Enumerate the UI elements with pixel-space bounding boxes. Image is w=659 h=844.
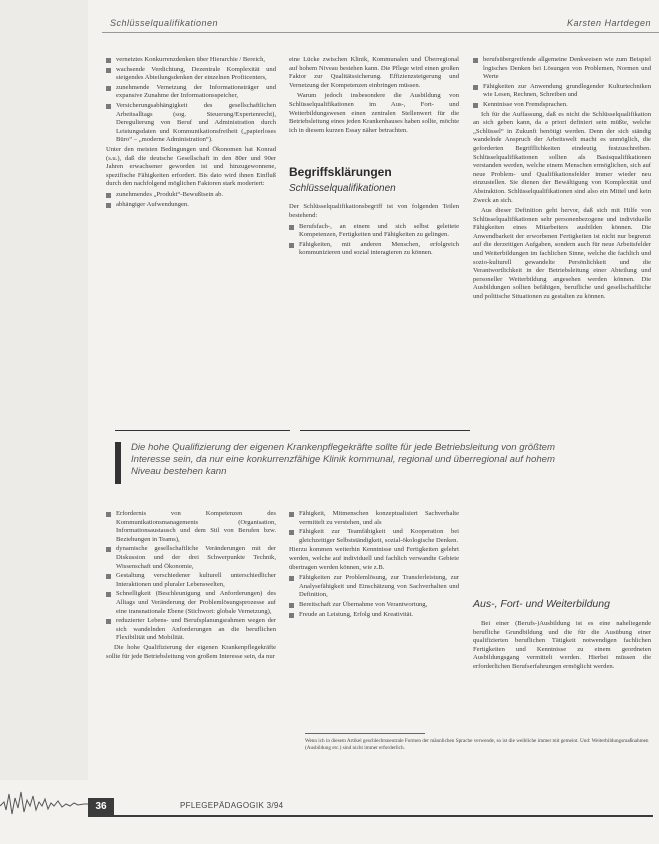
page-number: 36 bbox=[88, 798, 114, 816]
quote-rule bbox=[300, 430, 470, 431]
list-item: reduzierter Lebens- und Berufsplanungsrahmen wegen der sich wandelnden Anforderungen an die beruflichen Flexibilität und Mobilität. bbox=[106, 617, 276, 643]
list-item: abhängiger Aufwendungen. bbox=[106, 201, 276, 210]
bullet-list bbox=[473, 56, 651, 110]
column-3-bottom bbox=[473, 598, 651, 674]
column-3-top bbox=[473, 56, 651, 304]
paragraph: Aus dieser Definition geht hervor, daß sich mit Hilfe von Schlüsselqualifikationen sehr personenbezogene und individuelle Fähigkeiten eines Mitarbeiters ausbilden können. Die Anwendbarkeit der erworbenen Fertigkeiten ist nicht nur begrenzt auf die derzeitigen Aufgaben, sondern auch für neue Arbeitsfelder und Weiterbildungen im fachlichen Sinne, welche die fachlich und sozio-kulturell gewandelte Persönlichkeit und die Verantwortlichkeit in der Betriebsleitung einer Abteilung und personeller Weiterbildung angesehen werden können. Die Ausbildungen sollten befähigen, berufliche und gesellschaftliche und politische Situationen zu gestalten zu können. bbox=[473, 207, 651, 301]
list-item: Gestaltung verschiedener kulturell unterschiedlicher Interaktionen und pluraler Lebenswelten, bbox=[106, 572, 276, 589]
list-item: Erfordernis von Kompetenzen des Kommunikationsmanagements (Organisation, Informationsaustausch und dem Stil von Berufen bzw. Beziehungen in Teams), bbox=[106, 510, 276, 544]
column-1-bottom bbox=[106, 510, 276, 663]
column-1-top bbox=[106, 56, 276, 210]
column-2-bottom bbox=[289, 510, 459, 620]
bullet-list bbox=[106, 510, 276, 643]
journal-name: PFLEGEPÄDAGOGIK 3/94 bbox=[180, 801, 284, 810]
list-item: Bereitschaft zur Übernahme von Verantwortung, bbox=[289, 601, 459, 610]
list-item: Fähigkeit, Mitmenschen konzeptualisiert Sachverhalte vermittelt zu verstehen, und als bbox=[289, 510, 459, 527]
paragraph: Ich für die Auffassung, daß es nicht die Schlüsselqualifikation an sich geben kann, da a priori definiert sein müßte, welche „Schlüssel“ in Zukunft benötigt werden. Denn der sich ständig wandelnde Anspruch der Arbeitswelt macht es unmöglich, die geforderten Begrifflichkeiten eindeutig festzuschreiben. Schlüsselqualifikationen sollten als Basisqualifikationen verstanden werden, welche einem Menschen ermöglichen, sich auf neue Problem- und Qualifikationsfelder immer wieder neu einzustellen. Sie dienen der Bewältigung von Komplexität und Abstraktion. Schlüsselqualifikationen sind also ein Mittel und kein Zweck an sich. bbox=[473, 110, 651, 204]
header-rule bbox=[102, 32, 659, 33]
list-item: wachsende Verdichtung, Dezentrale Komplexität und steigendes Abteilungsdenken der einzelnen Profitcenters, bbox=[106, 66, 276, 83]
paragraph: Der Schlüsselqualifikationsbegriff ist von folgenden Teilen bestehend: bbox=[289, 203, 459, 219]
page-margin bbox=[0, 0, 88, 844]
list-item: zunehmende Vernetzung der Informationsträger und expansive Zunahme der Informationsspeicher, bbox=[106, 84, 276, 101]
footer-rule bbox=[88, 815, 653, 817]
decorative-wave-icon bbox=[0, 784, 88, 824]
paragraph: Unter den meisten Bedingungen und Ökonomen hat Konrad (s.u.), daß die deutsche Gesellschaft in den 80er und 90er Jahren erwachsener geworden ist und hinzugewonnene, spezifische Fähigkeiten erfordert. Bis dato wird ihnen Einfluß durch den nachfolgend möglichen Faktoren stark moderiert: bbox=[106, 145, 276, 188]
list-item: Fähigkeiten zur Problemlösung, zur Transferleistung, zur Analysefähigkeit und Einschätzung von Sachverhalten und Definition, bbox=[289, 574, 459, 600]
footnote: Wenn ich in diesem Artikel geschlechtsneutrale Formen der männlichen Sprache verwende, so ist die weibliche immer mit gemeint. Und: Weiterbildungsmaßnahmen (Ausbildung etc.) sind nicht immer erforderlich. bbox=[305, 738, 649, 751]
list-item: Fähigkeiten zur Anwendung grundlegender Kulturtechniken wie Lesen, Rechnen, Schreiben und bbox=[473, 83, 651, 100]
list-item: Berufsfach-, an einem und sich selbst geleitete Kompetenzen, Fertigkeiten und Fähigkeiten zu gelingen. bbox=[289, 223, 459, 240]
bullet-list bbox=[106, 191, 276, 209]
footnote-rule bbox=[305, 733, 425, 734]
pull-quote bbox=[115, 430, 635, 490]
running-header-author: Karsten Hartdegen bbox=[566, 18, 651, 28]
bullet-list bbox=[106, 56, 276, 145]
bullet-list bbox=[289, 510, 459, 545]
list-item: Versicherungsabhängigkeit des gesellschaftlichen Arbeitsalltags (sog. Steuerung/Expertenrecht), Deregulierung von Beruf und Administration durch Leistungsdaten und Kommunikationsfreiheit („papierloses Büro“ – „moderne Administration“). bbox=[106, 102, 276, 145]
quote-rule bbox=[115, 430, 290, 431]
list-item: vernetztes Konkurrenzdenken über Hierarchie / Bereich, bbox=[106, 56, 276, 65]
list-item: Schnelligkeit (Beschleunigung und Anforderungen) des Alltags und Veränderung der Problemlösungsprozesse auf eine transnationale Ebene (Stichwort: globale Vernetzung), bbox=[106, 590, 276, 616]
quote-bar bbox=[115, 442, 121, 484]
column-2-top bbox=[289, 56, 459, 259]
list-item: Freude an Leistung, Erfolg und Kreativität. bbox=[289, 611, 459, 620]
section-subheading: Schlüsselqualifikationen bbox=[289, 183, 396, 195]
quote-text: Die hohe Qualifizierung der eigenen Krankenpflegekräfte sollte für jede Betriebsleitung von größtem Interesse sein, da nur eine konkurrenzfähige Klinik kommunal, regional und überregional auf hohem Niveau bestehen kann bbox=[131, 442, 555, 478]
list-item: Kenntnisse von Fremdsprachen. bbox=[473, 101, 651, 110]
list-item: zunehmendes „Produkt“-Bewußtsein ab. bbox=[106, 191, 276, 200]
list-item: Fähigkeiten, mit anderen Menschen, erfolgreich kommunizieren und sozial interagieren zu können. bbox=[289, 241, 459, 258]
running-header-title: Schlüsselqualifikationen bbox=[110, 18, 219, 28]
paragraph: Warum jedoch insbesondere die Ausbildung von Schlüsselqualifikationen im Aus-, Fort- und Weiterbildungswesen einen zentralen Stellenwert für die Betriebsleitung eines jeden Krankenhauses haben sollte, möchte ich in diesem kurzen Essay näher betrachten. bbox=[289, 92, 459, 134]
paragraph: eine Lücke zwischen Klinik, Kommunalen und Überregional auf hohem Niveau bestehen kann. Die Pflege wird einen großen Faktor zur Qualitätssicherung. Effizienzsteigerung und Vernetzung der Kompetenzen einbringen müssen. bbox=[289, 56, 459, 89]
section-subheading: Aus-, Fort- und Weiterbildung bbox=[473, 598, 610, 610]
list-item: dynamische gesellschaftliche Veränderungen mit der Diskussion und der drei Schwerpunkte Technik, Wissenschaft und Ökonomie, bbox=[106, 545, 276, 571]
paragraph: Die hohe Qualifizierung der eigenen Krankenpflegekräfte sollte für jede Betriebsleitung von großem Interesse sein, da nur bbox=[106, 643, 276, 660]
list-item: berufsübergreifende allgemeine Denkweisen wie zum Beispiel logisches Denken bei Lösungen von Problemen, Normen und Werte bbox=[473, 56, 651, 82]
bullet-list bbox=[289, 574, 459, 619]
section-heading: Begriffsklärungen bbox=[289, 165, 392, 180]
bullet-list bbox=[289, 223, 459, 258]
list-item: Fähigkeit zur Teamfähigkeit und Kooperation bei gleichzeitiger Selbstständigkeit, sozial-ökologische Denken. bbox=[289, 528, 459, 545]
paragraph: Hierzu kommen weiterhin Kenntnisse und Fertigkeiten gelehrt werden, welche auf individuell und fachlich verwandte Gebiete übertragen werden können, wie z.B. bbox=[289, 546, 459, 571]
paragraph: Bei einer (Berufs-)Ausbildung ist es eine naheliegende berufliche Grundbildung und die für die Ausübung einer qualifizierten beruflichen Tätigkeit notwendigen fachlichen Fertigkeiten und Kenntnisse zu einem geordneten Ausbildungsgang vermittelt werden. Hierbei müssen die erforderlichen Berufserfahrungen ermöglicht werden. bbox=[473, 620, 651, 670]
